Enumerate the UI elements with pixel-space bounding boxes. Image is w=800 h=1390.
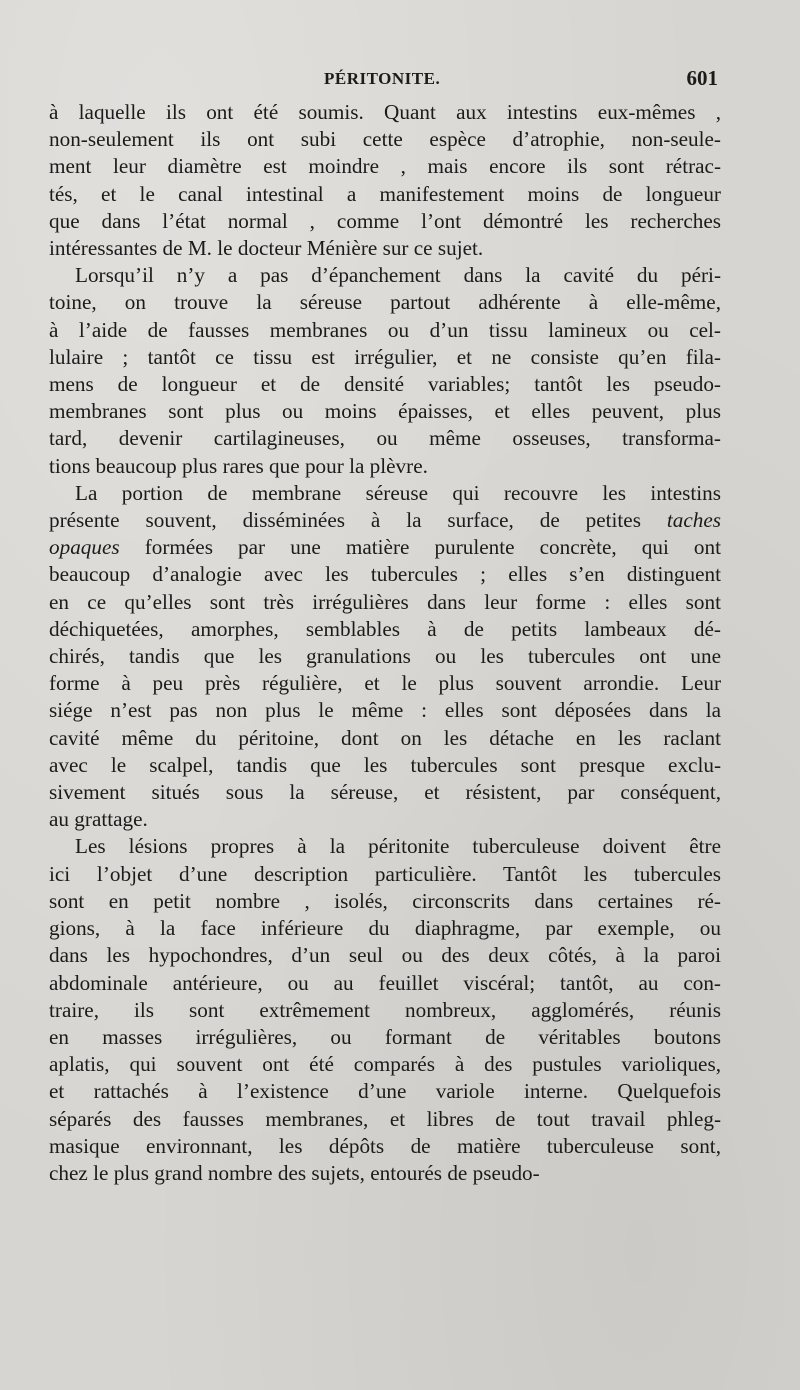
text-line: [49, 670, 721, 697]
text-segment: avec le scalpel, tandis que les tubercules sont presque exclu-: [49, 752, 721, 777]
text-line: [49, 289, 721, 316]
text-line: [49, 153, 721, 180]
text-line: [49, 344, 721, 371]
text-line: [49, 1106, 721, 1133]
text-segment: tard, devenir cartilagineuses, ou même osseuses, transforma-: [49, 426, 721, 451]
text-line: [49, 507, 721, 534]
text-segment: et rattachés à l’existence d’une variole interne. Quelquefois: [49, 1079, 721, 1104]
text-line: [49, 997, 721, 1024]
text-segment: toine, on trouve la séreuse partout adhérente à elle-même,: [49, 290, 721, 315]
page-number: 601: [686, 66, 718, 90]
text-line: [49, 1051, 721, 1078]
text-line: [49, 616, 721, 643]
text-segment: opaques: [49, 535, 120, 560]
text-line: [49, 752, 721, 779]
text-segment: à l’aide de fausses membranes ou d’un tissu lamineux ou cel-: [49, 317, 721, 342]
text-segment: présente souvent, disséminées à la surface, de petites: [49, 508, 667, 533]
text-segment: siége n’est pas non plus le même : elles sont déposées dans la: [49, 698, 721, 723]
text-segment: séparés des fausses membranes, et libres de tout travail phleg-: [49, 1106, 721, 1131]
text-line: [49, 942, 721, 969]
text-line: [49, 317, 721, 344]
text-line: [49, 1078, 721, 1105]
text-segment: beaucoup d’analogie avec les tubercules ; elles s’en distinguent: [49, 562, 721, 587]
text-line: [49, 371, 721, 398]
text-line: [49, 833, 721, 860]
text-line: [49, 725, 721, 752]
text-segment: en masses irrégulières, ou formant de véritables boutons: [49, 1024, 721, 1049]
text-segment: ici l’objet d’une description particulière. Tantôt les tubercules: [49, 861, 721, 886]
text-line: [49, 262, 721, 289]
text-line: [49, 99, 721, 126]
text-segment: aplatis, qui souvent ont été comparés à des pustules varioliques,: [49, 1052, 721, 1077]
text-line: [49, 779, 721, 806]
text-line: [49, 1160, 721, 1187]
text-line: [49, 1024, 721, 1051]
text-segment: La portion de membrane séreuse qui recouvre les intestins: [75, 480, 721, 505]
text-segment: à laquelle ils ont été soumis. Quant aux intestins eux-mêmes ,: [49, 100, 721, 124]
text-segment: sivement situés sous la séreuse, et résistent, par conséquent,: [49, 780, 721, 805]
text-line: [49, 589, 721, 616]
text-segment: lulaire ; tantôt ce tissu est irrégulier, et ne consiste qu’en fila-: [49, 344, 721, 369]
text-line: [49, 534, 721, 561]
text-line: [49, 643, 721, 670]
text-line: [49, 806, 721, 833]
text-line: [49, 235, 721, 262]
text-segment: dans les hypochondres, d’un seul ou des deux côtés, à la paroi: [49, 943, 721, 968]
text-segment: au grattage.: [49, 807, 148, 832]
paragraph: [49, 262, 721, 480]
text-segment: traire, ils sont extrêmement nombreux, agglomérés, réunis: [49, 997, 721, 1022]
text-line: [49, 888, 721, 915]
running-head: [50, 66, 718, 96]
text-line: [49, 915, 721, 942]
text-segment: masique environnant, les dépôts de matière tuberculeuse sont,: [49, 1133, 721, 1158]
text-segment: que dans l’état normal , comme l’ont démontré les recherches: [49, 208, 721, 233]
text-line: [49, 453, 721, 480]
text-segment: cavité même du péritoine, dont on les détache en les raclant: [49, 725, 721, 750]
text-segment: chirés, tandis que les granulations ou les tubercules ont une: [49, 644, 721, 669]
text-line: [49, 480, 721, 507]
text-segment: mens de longueur et de densité variables; tantôt les pseudo-: [49, 372, 721, 397]
text-segment: sont en petit nombre , isolés, circonscrits dans certaines ré-: [49, 888, 721, 913]
text-line: [49, 126, 721, 153]
body-text: [49, 99, 721, 1187]
text-segment: en ce qu’elles sont très irrégulières dans leur forme : elles sont: [49, 589, 721, 614]
text-line: [49, 398, 721, 425]
text-segment: taches: [666, 508, 721, 533]
text-line: [49, 208, 721, 235]
paragraph: [49, 833, 721, 1187]
text-segment: ment leur diamètre est moindre , mais encore ils sont rétrac-: [49, 154, 721, 179]
text-segment: formées par une matière purulente concrète, qui ont: [119, 535, 721, 560]
text-line: [49, 970, 721, 997]
paragraph: [49, 99, 721, 262]
text-segment: déchiquetées, amorphes, semblables à de petits lambeaux dé-: [49, 616, 721, 641]
text-segment: gions, à la face inférieure du diaphragme, par exemple, ou: [49, 916, 721, 941]
text-segment: tés, et le canal intestinal a manifestement moins de longueur: [49, 181, 721, 206]
text-line: [49, 561, 721, 588]
text-line: [49, 861, 721, 888]
text-segment: non-seulement ils ont subi cette espèce d’atrophie, non-seule-: [49, 127, 721, 152]
text-segment: intéressantes de M. le docteur Ménière sur ce sujet.: [49, 236, 484, 261]
paragraph: [49, 480, 721, 834]
text-segment: membranes sont plus ou moins épaisses, et elles peuvent, plus: [49, 399, 721, 424]
text-segment: tions beaucoup plus rares que pour la plèvre.: [49, 453, 428, 478]
text-segment: Les lésions propres à la péritonite tuberculeuse doivent être: [75, 834, 721, 859]
text-segment: chez le plus grand nombre des sujets, entourés de pseudo-: [49, 1160, 540, 1185]
running-title: PÉRITONITE.: [324, 69, 441, 88]
text-segment: abdominale antérieure, ou au feuillet viscéral; tantôt, au con-: [49, 970, 721, 995]
text-segment: forme à peu près régulière, et le plus souvent arrondie. Leur: [49, 671, 721, 696]
text-segment: Lorsqu’il n’y a pas d’épanchement dans la cavité du péri-: [75, 263, 721, 288]
text-line: [49, 425, 721, 452]
text-line: [49, 181, 721, 208]
text-line: [49, 697, 721, 724]
text-line: [49, 1133, 721, 1160]
